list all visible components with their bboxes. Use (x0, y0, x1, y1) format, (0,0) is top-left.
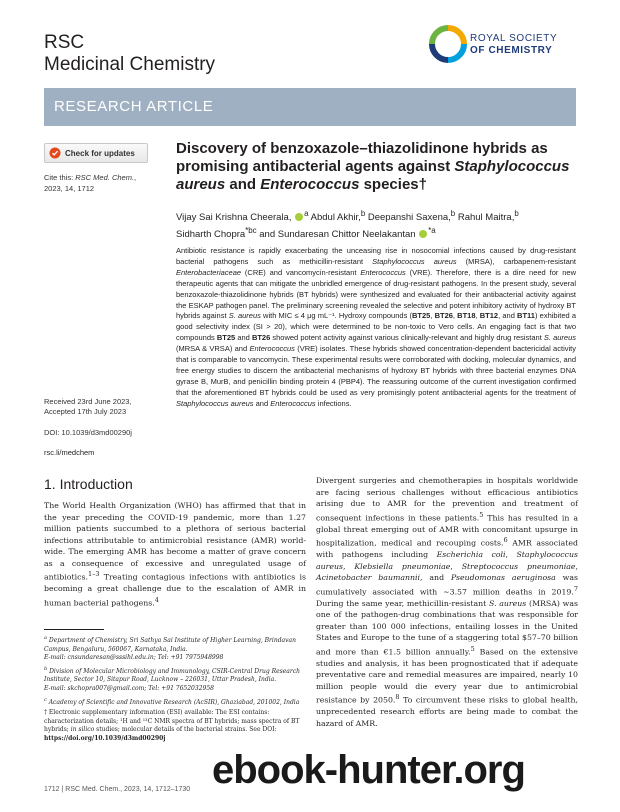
section-label: RESEARCH ARTICLE (54, 98, 214, 115)
body-text: , (343, 561, 355, 571)
compound-label: BT11 (517, 311, 535, 321)
abstract-italic: Enterobacteriaceae (176, 267, 242, 277)
footnote-affiliation-a (44, 634, 306, 663)
journal-name-line1: RSC (44, 32, 85, 53)
orcid-icon[interactable] (295, 213, 303, 221)
abstract (176, 246, 576, 410)
species-name: Acinetobacter baumannii (316, 573, 421, 583)
abstract-text: (CRE) and vancomycin-resistant (241, 267, 361, 277)
compound-label: BT25 (411, 311, 431, 321)
abstract-text: , (475, 311, 480, 321)
orcid-icon[interactable] (419, 230, 427, 238)
check-updates-icon (49, 147, 61, 159)
body-text: To circumvent these risks to global health, unprecedented research efforts are being made to combat the hazard of AMR. (316, 695, 578, 728)
footnote-email: E-mail: cnsundaresan@sssihl.edu.in; Tel: +91 7975948998 (44, 654, 224, 662)
body-text: , (450, 561, 462, 571)
check-for-updates-button[interactable] (44, 143, 148, 163)
abstract-text: , (430, 311, 435, 321)
abstract-italic: Enterococcus (270, 398, 316, 408)
author-name: Abdul Akhir, (308, 212, 361, 224)
abstract-italic: Staphylococcus aureus (176, 398, 254, 408)
body-text: Divergent surgeries and chemotherapies in hospitals worldwide are facing serious challenges without efficacious antibiotics arising due to AMR for the prevention and treatment of consequent infections in these patients. (316, 476, 578, 523)
compound-label: BT18 (457, 311, 476, 321)
title-italic: Staphylococcus aureus (176, 158, 570, 193)
author-name: Vijay Sai Krishna Cheerala, (176, 212, 292, 224)
rsc-wordmark-line1: ROYAL SOCIETY (470, 33, 558, 44)
abstract-text: ) exhibited a good selectivity index (SI > 20), which were determined to be non-toxic to Vero cells. An engaging fact is that two compounds (176, 311, 577, 343)
reference-link[interactable]: 6 (503, 536, 508, 545)
author-name: and Sundaresan Chittor Neelakantan (256, 229, 416, 241)
title-italic: Enterococcus (260, 176, 360, 193)
footnote-text: Academy of Scientific and Innovative Research (AcSIR), Ghaziabad, 201002, India (46, 698, 300, 706)
section-heading-introduction: 1. Introduction (44, 476, 133, 492)
doi-link[interactable]: DOI: 10.1039/d3md00290j (44, 428, 132, 437)
species-name: Staphylococcus aureus (316, 550, 578, 571)
compound-label: BT26 (434, 311, 453, 321)
cite-journal: RSC Med. Chem. (75, 173, 135, 182)
journal-link[interactable]: rsc.li/medchem (44, 448, 95, 457)
species-name: Escherichia coli (436, 550, 506, 560)
page-footer: 1712 | RSC Med. Chem., 2023, 14, 1712–1730 (44, 786, 191, 793)
species-name: Klebsiella pneumoniae (354, 561, 451, 571)
footnote-affiliation-b (44, 665, 306, 694)
title-text: species† (359, 176, 427, 193)
species-name: Pseudomonas aeruginosa (450, 573, 556, 583)
rsc-logo-icon (428, 24, 468, 64)
species-name: S. aureus (489, 598, 527, 608)
accepted-date: Accepted 17th July 2023 (44, 407, 127, 416)
abstract-text: (MRSA), carbapenem-resistant (456, 256, 577, 266)
footnote-italic: in silico (70, 726, 95, 734)
footnote-divider (44, 629, 104, 630)
abstract-text: , (452, 311, 458, 321)
cite-details: , 2023, 14, 1712 (44, 173, 137, 193)
journal-name (44, 32, 215, 76)
footnote-text: studies; molecular details of the bacterial strains. See DOI: (94, 726, 277, 734)
compound-label: BT25 (216, 333, 236, 343)
author-name: Sidharth Chopra (176, 229, 246, 241)
intro-left-column (44, 500, 306, 609)
body-text: , and (420, 573, 451, 583)
body-text: This has resulted in a global threat emerging out of AMR with concomitant upsurge in hospitalization, medical and recouping costs. (316, 513, 578, 548)
abstract-text: showed potent activity against various clinically-relevant and highly drug resistant (270, 333, 544, 343)
journal-name-line2: Medicinal Chemistry (44, 54, 216, 75)
abstract-text: with MIC ≤ 4 μg mL⁻¹. Hydroxy compounds ( (260, 311, 412, 321)
abstract-italic: S. aureus (228, 311, 261, 321)
abstract-text: and (253, 398, 271, 408)
body-text: During the same year, methicillin-resistant (316, 598, 489, 608)
affiliation-mark: b (360, 209, 366, 218)
watermark: ebook-hunter.org (212, 748, 525, 792)
title-text: Discovery of benzoxazole–thiazolidinone hybrids as promising antibacterial agents against (176, 140, 548, 175)
intro-right-column (316, 475, 578, 729)
rsc-logo (428, 24, 588, 68)
rsc-wordmark (470, 33, 557, 57)
body-text: (MRSA) was one of the pathogen-drug combinations that was responsible for greater than 100 000 infections, entailing losses in the United States and Europe to the tune of a staggering total $57–70 billion and more than €1.5 billion annually. (316, 598, 578, 657)
footnote-mark: b (44, 665, 48, 672)
footnote-mark: c (44, 696, 47, 703)
section-banner (44, 88, 576, 126)
received-date: Received 23rd June 2023, (44, 397, 132, 406)
article-dates (44, 397, 164, 417)
cite-prefix: Cite this: (44, 173, 76, 182)
title-text: and (225, 176, 261, 193)
reference-link[interactable]: 8 (395, 693, 400, 702)
abstract-text: Antibiotic resistance is rapidly exacerbating the unceasing rise in nosocomial infections caused by drug-resistant bacterial pathogens such as methicillin-resistant (176, 246, 576, 266)
author-name: Rahul Maitra, (455, 212, 515, 224)
body-text: , (505, 550, 517, 560)
compound-label: BT12 (479, 311, 499, 321)
footnote-text: Division of Molecular Microbiology and Immunology, CSIR-Central Drug Research Institute, Sector 10, Sitapur Road, Lucknow – 226031, Uttar Pradesh, India. (44, 667, 300, 684)
body-text: Based on the extensive studies and analysis, it has been prognosticated that if adequate preventative care and remedial measures are impaired, nearly 10 million people would die every year due to antimicrobial resistance by 2050. (316, 647, 578, 705)
body-text: The World Health Organization (WHO) has affirmed that that in the year preceding the COVID-19 pandemic, more than 1.27 million patients succumbed to a plethora of serious bacterial infections attributable to antimicrobial resistance (AMR) world-wide. The emerging AMR has become a matter of grave concern as a consequence of excessive and unregulated usage of antibiotics. (44, 501, 306, 582)
abstract-text: and (235, 333, 252, 343)
affiliation-mark: b (450, 209, 456, 218)
compound-label: BT26 (251, 333, 271, 343)
abstract-text: infections. (315, 398, 352, 408)
body-text: Treating contagious infections with antibiotics is becoming a great challenge due to the escalation of AMR in human bacterial pathogens. (44, 572, 306, 608)
abstract-text: , and (498, 311, 518, 321)
abstract-italic: Enterococcus (360, 267, 406, 277)
reference-link[interactable]: 4 (154, 595, 159, 604)
rsc-wordmark-line2: OF CHEMISTRY (470, 45, 553, 56)
abstract-text: (VRE). Therefore, there is a dire need for new therapeutic agents that can mitigate the unbridled emergence of drug-resistant pathogens. In the present study, several benzoxazole-thiazolidinone hybrids (BT hybrids) were synthesized and evaluated for their antibacterial activity against the ESKAP pathogen panel. The preliminary screening revealed the selective and potent inhibitory activity of hydroxy BT hybrids against (176, 267, 576, 321)
affiliation-mark: *a (428, 226, 436, 236)
species-name: Streptococcus pneumoniae (461, 561, 576, 571)
abstract-italic: Staphylococcus aureus (372, 256, 457, 266)
footnote-affiliation-c (44, 696, 306, 708)
affiliation-mark: b (514, 209, 519, 218)
abstract-italic: S. aureus (543, 333, 577, 343)
footnote-mark: a (44, 635, 47, 641)
affiliation-mark: a (304, 209, 309, 218)
affiliation-mark: *bc (245, 226, 257, 236)
reference-link[interactable]: 5 (479, 510, 484, 519)
abstract-italic: Enterococcus (249, 344, 295, 354)
article-title (176, 140, 596, 194)
reference-link[interactable]: 1–3 (87, 570, 100, 578)
body-text: was cumulatively associated with ~3.57 million deaths in 2019. (316, 573, 578, 597)
esi-doi-link[interactable]: https://doi.org/10.1039/d3md00290j (44, 734, 166, 742)
check-updates-label: Check for updates (65, 148, 135, 158)
footnote-esi (44, 709, 306, 743)
author-name: Deepanshi Saxena, (365, 212, 451, 224)
reference-link[interactable]: 5 (470, 644, 475, 653)
body-text: AMR associated with pathogens including (316, 538, 578, 560)
abstract-text: (MRSA & VRSA) and (176, 344, 250, 354)
footnotes (44, 634, 306, 746)
footnote-text: † Electronic supplementary information (ESI) available: The ESI contains: characterization details; ¹H and ¹³C NMR spectra of BT hybrids; mass spectra of BT hybrids; (44, 709, 300, 734)
footnote-email: E-mail: skchopra007@gmail.com; Tel: +91 7652032958 (44, 684, 214, 692)
author-list (176, 207, 596, 241)
footnote-text: Department of Chemistry, Sri Sathya Sai Institute of Higher Learning, Brindavan Campus, Bengaluru, 560067, Karnataka, India. (44, 637, 296, 653)
citation (44, 172, 156, 194)
abstract-text: (VRE) isolates. These hybrids showed concentration-dependent bactericidal activity that is comparable to vancomycin. These experimental results were corroborated with docking, molecular dynamics, and free energy studies to discern the antibacterial mechanisms of hydroxy BT hybrids with three bacterial enzymes DNA gyrase B, MurB, and penicillin binding protein 4 (PBP4). The reassuring outcome of the current investigation confirmed that the aforementioned BT hybrids could be used as very promisingly potent antibacterial agents for the treatment of (176, 344, 576, 397)
body-text: , (575, 561, 578, 571)
reference-link[interactable]: 7 (573, 584, 578, 593)
